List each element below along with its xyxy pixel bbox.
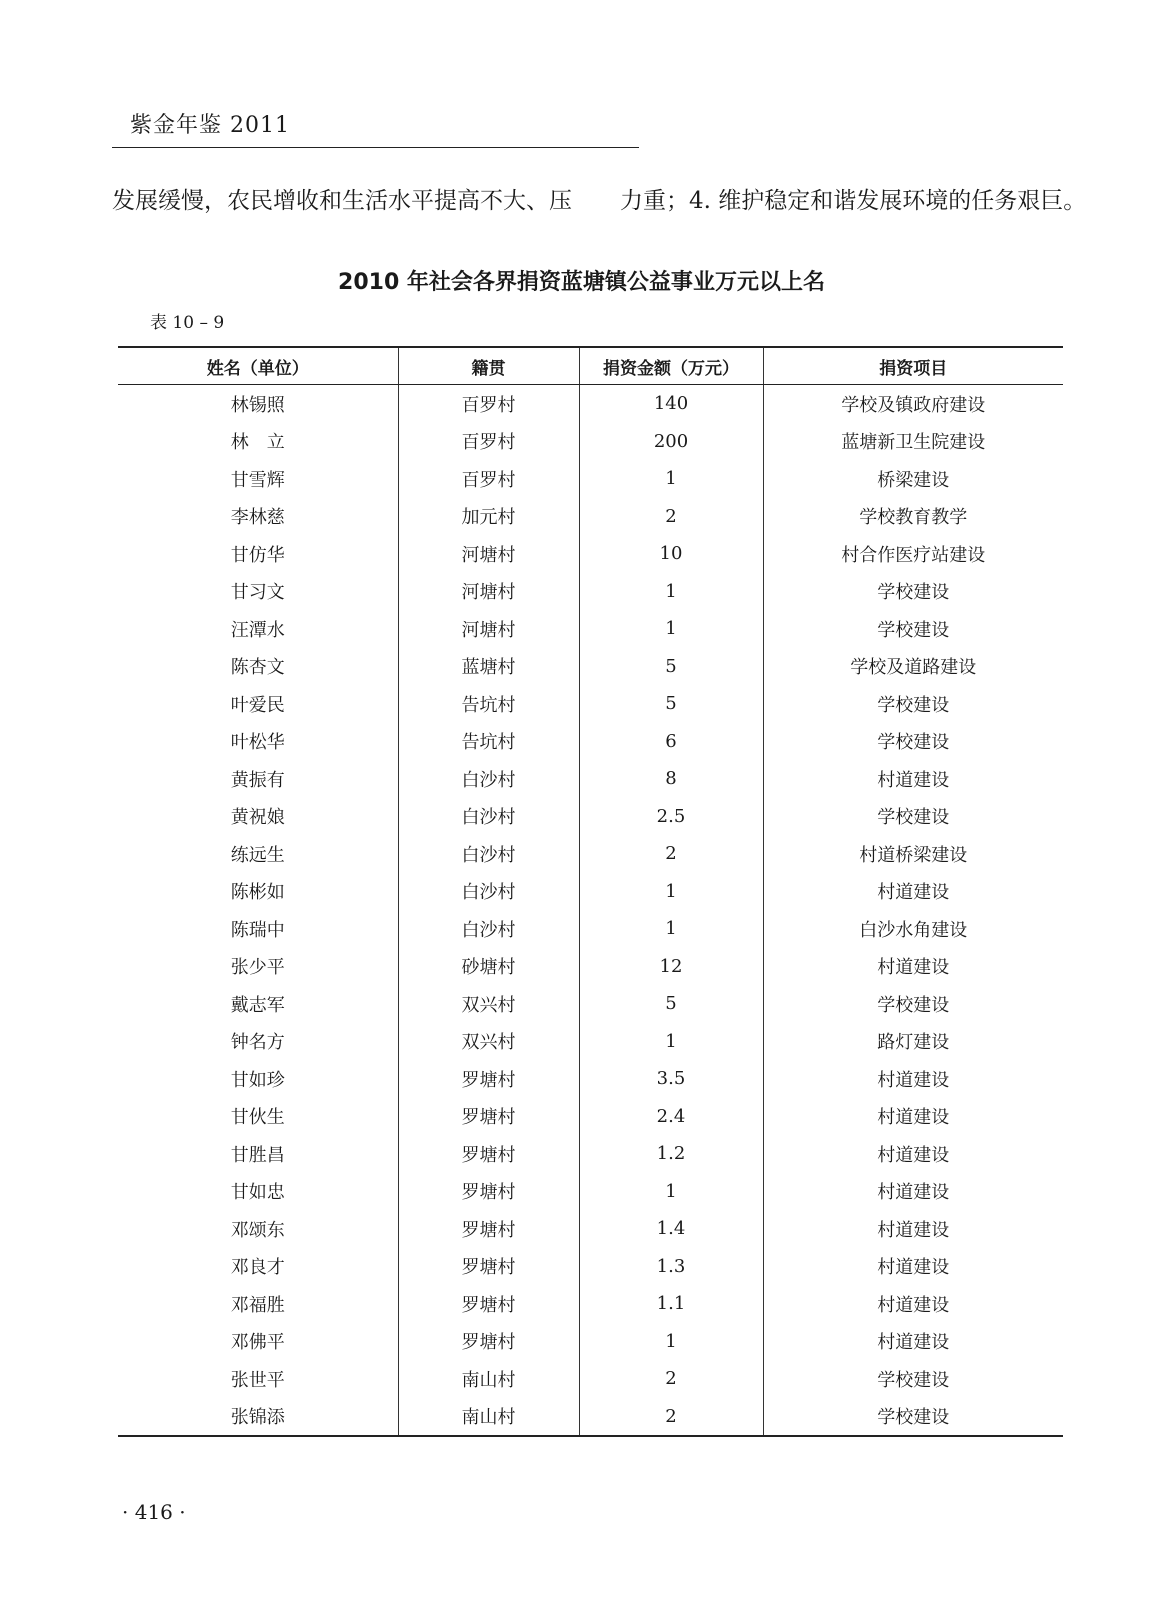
column-header-project: 捐资项目 bbox=[763, 347, 1063, 385]
cell-name: 练远生 bbox=[230, 844, 285, 866]
table-body bbox=[118, 385, 1063, 1437]
cell-project: 学校建设 bbox=[763, 610, 1063, 648]
table-row bbox=[118, 985, 1063, 1023]
cell-origin: 河塘村 bbox=[398, 610, 579, 648]
cell-project: 村道建设 bbox=[763, 1098, 1063, 1136]
table-row bbox=[118, 423, 1063, 461]
cell-name: 邓良才 bbox=[230, 1257, 285, 1279]
cell-origin: 罗塘村 bbox=[398, 1285, 579, 1323]
table-row bbox=[118, 1285, 1063, 1323]
cell-name: 张少平 bbox=[230, 957, 285, 979]
cell-amount: 10 bbox=[579, 535, 763, 573]
table-row bbox=[118, 1360, 1063, 1398]
cell-project: 学校建设 bbox=[763, 798, 1063, 836]
cell-origin: 白沙村 bbox=[398, 873, 579, 911]
cell-project: 学校建设 bbox=[763, 1360, 1063, 1398]
table-row bbox=[118, 1323, 1063, 1361]
column-header-amount: 捐资金额（万元） bbox=[579, 347, 763, 385]
cell-project: 学校教育教学 bbox=[763, 498, 1063, 536]
cell-amount: 200 bbox=[579, 423, 763, 461]
cell-origin: 白沙村 bbox=[398, 910, 579, 948]
cell-name: 张世平 bbox=[230, 1369, 285, 1391]
cell-origin: 告坑村 bbox=[398, 685, 579, 723]
cell-name: 黄祝娘 bbox=[230, 807, 285, 829]
cell-project: 村道建设 bbox=[763, 1135, 1063, 1173]
table-row bbox=[118, 873, 1063, 911]
cell-name: 甘胜昌 bbox=[230, 1144, 285, 1166]
cell-name: 叶爱民 bbox=[230, 694, 285, 716]
donation-table bbox=[118, 346, 1063, 1437]
cell-origin: 南山村 bbox=[398, 1360, 579, 1398]
cell-name: 甘如珍 bbox=[230, 1069, 285, 1091]
cell-amount: 140 bbox=[579, 385, 763, 423]
table-row bbox=[118, 685, 1063, 723]
cell-project: 桥梁建设 bbox=[763, 460, 1063, 498]
cell-project: 村道建设 bbox=[763, 1210, 1063, 1248]
cell-amount: 1.4 bbox=[579, 1210, 763, 1248]
table-row bbox=[118, 1098, 1063, 1136]
table-row bbox=[118, 948, 1063, 986]
cell-amount: 1 bbox=[579, 873, 763, 911]
cell-origin: 百罗村 bbox=[398, 385, 579, 423]
cell-name: 戴志军 bbox=[230, 994, 285, 1016]
cell-project: 村道建设 bbox=[763, 1248, 1063, 1286]
cell-origin: 罗塘村 bbox=[398, 1323, 579, 1361]
table-row bbox=[118, 1210, 1063, 1248]
cell-name: 陈瑞中 bbox=[230, 919, 285, 941]
table-row bbox=[118, 610, 1063, 648]
table-row bbox=[118, 1135, 1063, 1173]
table-row bbox=[118, 1023, 1063, 1061]
column-header-name: 姓名（单位） bbox=[118, 347, 398, 385]
cell-project: 村合作医疗站建设 bbox=[763, 535, 1063, 573]
table-row bbox=[118, 798, 1063, 836]
page-number: · 416 · bbox=[122, 1500, 186, 1524]
cell-project: 蓝塘新卫生院建设 bbox=[763, 423, 1063, 461]
cell-name: 林 立 bbox=[230, 432, 285, 454]
table-header-row bbox=[118, 347, 1063, 385]
table-row bbox=[118, 723, 1063, 761]
table-title: 2010 年社会各界捐资蓝塘镇公益事业万元以上名 bbox=[338, 270, 825, 295]
donation-table-container bbox=[118, 346, 1063, 1437]
cell-amount: 3.5 bbox=[579, 1060, 763, 1098]
cell-amount: 2 bbox=[579, 498, 763, 536]
cell-origin: 罗塘村 bbox=[398, 1098, 579, 1136]
cell-name: 汪潭水 bbox=[230, 619, 285, 641]
cell-amount: 1.1 bbox=[579, 1285, 763, 1323]
table-number: 表 10 – 9 bbox=[150, 313, 225, 333]
cell-project: 路灯建设 bbox=[763, 1023, 1063, 1061]
cell-project: 村道建设 bbox=[763, 948, 1063, 986]
cell-amount: 1.2 bbox=[579, 1135, 763, 1173]
cell-origin: 河塘村 bbox=[398, 573, 579, 611]
cell-project: 学校建设 bbox=[763, 685, 1063, 723]
table-row bbox=[118, 573, 1063, 611]
cell-project: 学校及道路建设 bbox=[763, 648, 1063, 686]
table-row bbox=[118, 910, 1063, 948]
cell-name: 甘仿华 bbox=[230, 544, 285, 566]
cell-project: 村道建设 bbox=[763, 1060, 1063, 1098]
cell-name: 张锦添 bbox=[118, 1398, 398, 1437]
cell-origin: 罗塘村 bbox=[398, 1060, 579, 1098]
cell-amount: 1 bbox=[579, 460, 763, 498]
cell-project: 村道建设 bbox=[763, 1285, 1063, 1323]
table-row bbox=[118, 460, 1063, 498]
cell-project: 村道建设 bbox=[763, 1173, 1063, 1211]
cell-name: 邓福胜 bbox=[230, 1294, 285, 1316]
cell-project: 村道桥梁建设 bbox=[763, 835, 1063, 873]
cell-origin: 南山村 bbox=[398, 1398, 579, 1437]
table-row bbox=[118, 1173, 1063, 1211]
cell-origin: 罗塘村 bbox=[398, 1210, 579, 1248]
cell-name: 甘习文 bbox=[230, 582, 285, 604]
table-row bbox=[118, 760, 1063, 798]
cell-project: 村道建设 bbox=[763, 760, 1063, 798]
body-text-right-column: 力重；4. 维护稳定和谐发展环境的任务艰巨。 bbox=[620, 188, 1087, 214]
cell-amount: 1 bbox=[579, 1323, 763, 1361]
cell-name: 叶松华 bbox=[230, 732, 285, 754]
cell-origin: 百罗村 bbox=[398, 460, 579, 498]
cell-origin: 白沙村 bbox=[398, 760, 579, 798]
cell-amount: 6 bbox=[579, 723, 763, 761]
table-row bbox=[118, 835, 1063, 873]
cell-amount: 1.3 bbox=[579, 1248, 763, 1286]
cell-amount: 12 bbox=[579, 948, 763, 986]
cell-project: 村道建设 bbox=[763, 873, 1063, 911]
cell-origin: 罗塘村 bbox=[398, 1135, 579, 1173]
cell-project: 学校及镇政府建设 bbox=[763, 385, 1063, 423]
table-row bbox=[118, 1248, 1063, 1286]
cell-project: 学校建设 bbox=[763, 573, 1063, 611]
table-row bbox=[118, 498, 1063, 536]
cell-amount: 2.4 bbox=[579, 1098, 763, 1136]
table-row bbox=[118, 1060, 1063, 1098]
cell-origin: 白沙村 bbox=[398, 835, 579, 873]
cell-name: 林锡照 bbox=[230, 394, 285, 416]
cell-amount: 5 bbox=[579, 648, 763, 686]
cell-origin: 罗塘村 bbox=[398, 1248, 579, 1286]
cell-origin: 白沙村 bbox=[398, 798, 579, 836]
cell-name: 陈杏文 bbox=[230, 657, 285, 679]
cell-name: 钟名方 bbox=[230, 1032, 285, 1054]
cell-name: 李林慈 bbox=[230, 507, 285, 529]
cell-name: 邓佛平 bbox=[230, 1332, 285, 1354]
cell-origin: 百罗村 bbox=[398, 423, 579, 461]
cell-amount: 1 bbox=[579, 610, 763, 648]
cell-amount: 1 bbox=[579, 1023, 763, 1061]
cell-name: 甘伙生 bbox=[230, 1107, 285, 1129]
cell-amount: 2.5 bbox=[579, 798, 763, 836]
cell-amount: 2 bbox=[579, 835, 763, 873]
cell-amount: 1 bbox=[579, 1173, 763, 1211]
cell-origin: 蓝塘村 bbox=[398, 648, 579, 686]
cell-name: 甘雪辉 bbox=[230, 469, 285, 491]
cell-project: 学校建设 bbox=[763, 723, 1063, 761]
table-row bbox=[118, 1398, 1063, 1437]
running-header-title: 紫金年鉴 2011 bbox=[130, 113, 290, 138]
cell-origin: 加元村 bbox=[398, 498, 579, 536]
cell-project: 学校建设 bbox=[763, 1398, 1063, 1437]
cell-name: 黄振有 bbox=[230, 769, 285, 791]
cell-origin: 罗塘村 bbox=[398, 1173, 579, 1211]
body-text-left-column: 发展缓慢，农民增收和生活水平提高不大、压 bbox=[112, 188, 572, 214]
cell-origin: 告坑村 bbox=[398, 723, 579, 761]
table-row bbox=[118, 535, 1063, 573]
cell-amount: 5 bbox=[579, 985, 763, 1023]
table-row bbox=[118, 385, 1063, 423]
cell-origin: 双兴村 bbox=[398, 985, 579, 1023]
cell-origin: 双兴村 bbox=[398, 1023, 579, 1061]
cell-amount: 1 bbox=[579, 910, 763, 948]
cell-name: 甘如忠 bbox=[230, 1182, 285, 1204]
cell-amount: 2 bbox=[579, 1398, 763, 1437]
column-header-origin: 籍贯 bbox=[398, 347, 579, 385]
table-row bbox=[118, 648, 1063, 686]
cell-amount: 5 bbox=[579, 685, 763, 723]
cell-amount: 1 bbox=[579, 573, 763, 611]
cell-origin: 砂塘村 bbox=[398, 948, 579, 986]
cell-name: 邓颂东 bbox=[230, 1219, 285, 1241]
cell-project: 村道建设 bbox=[763, 1323, 1063, 1361]
cell-project: 白沙水角建设 bbox=[763, 910, 1063, 948]
cell-project: 学校建设 bbox=[763, 985, 1063, 1023]
cell-origin: 河塘村 bbox=[398, 535, 579, 573]
header-rule bbox=[112, 147, 639, 148]
cell-name: 陈彬如 bbox=[230, 882, 285, 904]
cell-amount: 2 bbox=[579, 1360, 763, 1398]
cell-amount: 8 bbox=[579, 760, 763, 798]
